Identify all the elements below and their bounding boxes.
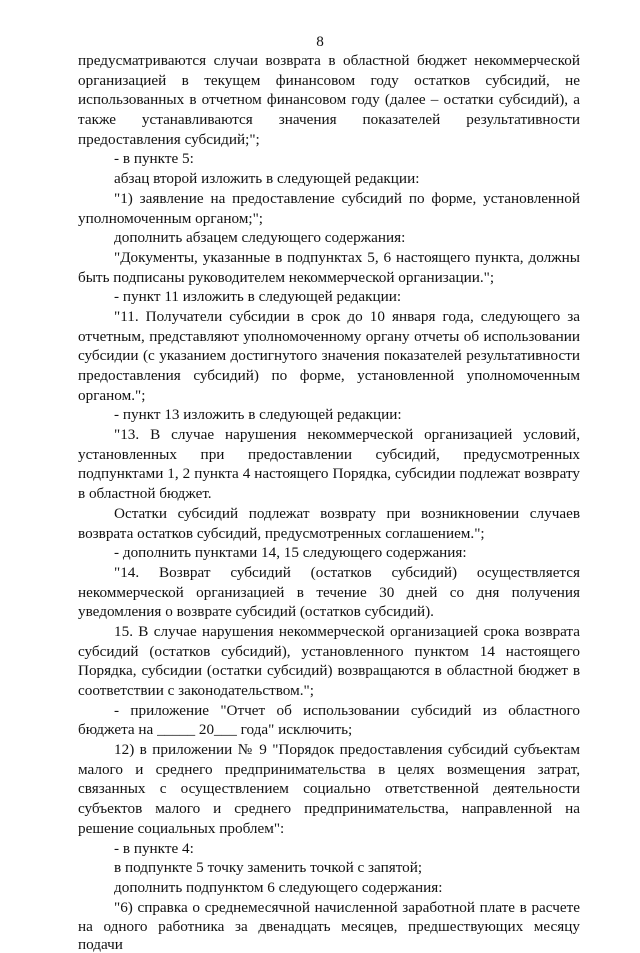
text-line: - дополнить пунктами 14, 15 следующего содержания:: [114, 544, 467, 562]
text-line: - в пункте 5:: [114, 150, 194, 168]
text-line: также устанавливаются значения показателей результативности: [78, 111, 580, 129]
text-line: Остатки субсидий подлежат возврату при возникновении случаев: [114, 504, 580, 522]
text-line: возврата остатков субсидий, предусмотренных соглашением.";: [78, 524, 485, 542]
text-line: дополнить абзацем следующего содержания:: [114, 229, 406, 247]
text-line: предоставления субсидий;";: [78, 130, 260, 148]
text-line: уведомления о возврате субсидий (остатков субсидий).: [78, 603, 434, 621]
text-line: 12) в приложении № 9 "Порядок предоставления субсидий субъектам: [114, 741, 580, 759]
text-line: некоммерческой организацией в течение 30 дней со дня получения: [78, 583, 580, 601]
text-line: 15. В случае нарушения некоммерческой организацией срока возврата: [114, 622, 580, 640]
text-line: субсидии (с указанием достигнутого значения показателей результативности: [78, 347, 580, 365]
text-line: дополнить подпунктом 6 следующего содержания:: [114, 878, 443, 896]
text-line: предусматриваются случаи возврата в областной бюджет некоммерческой: [78, 52, 580, 69]
text-line: Порядка, субсидии (остатки субсидий) возвращаются в областной бюджет в: [78, 662, 580, 680]
text-line: "1) заявление на предоставление субсидий по форме, установленной: [114, 189, 580, 207]
text-line: решение социальных проблем":: [78, 819, 285, 837]
text-line: - пункт 13 изложить в следующей редакции:: [114, 406, 402, 424]
text-line: в подпункте 5 точку заменить точкой с запятой;: [114, 859, 423, 877]
text-line: быть подписаны руководителем некоммерческой организации.";: [78, 268, 495, 286]
text-line: предоставления субсидий) по форме, установленной уполномоченным: [78, 367, 580, 384]
text-line: "Документы, указанные в подпунктах 5, 6 настоящего пункта, должны: [114, 248, 580, 266]
text-line: уполномоченным органом;";: [78, 209, 264, 227]
text-line: "6) справка о среднемесячной начисленной заработной плате в расчете: [114, 898, 580, 916]
document-body: [78, 52, 580, 953]
text-line: связанных с осуществлением социально ответственной деятельности: [78, 780, 580, 798]
text-line: подпунктами 1, 2 пункта 4 настоящего Порядка, субсидии подлежат возврату: [78, 465, 580, 483]
text-line: абзац второй изложить в следующей редакции:: [114, 170, 420, 188]
text-line: субсидий (остатков субсидий), установленного пунктом 14 настоящего: [78, 642, 580, 660]
text-line: органом.";: [78, 386, 146, 404]
page-number: 8: [316, 33, 324, 50]
text-line: отчетным, представляют уполномоченному органу отчеты об использовании: [78, 327, 580, 345]
text-line: в областной бюджет.: [78, 485, 212, 503]
text-line: - в пункте 4:: [114, 839, 194, 857]
text-line: - пункт 11 изложить в следующей редакции:: [114, 288, 402, 306]
text-line: субъектов малого и среднего предпринимательства, направленной на: [78, 800, 580, 818]
text-line: бюджета на _____ 20___ года" исключить;: [78, 721, 353, 739]
text-line: на одного работника за двенадцать месяцев, предшествующих месяцу подачи: [78, 918, 580, 953]
text-line: - приложение "Отчет об использовании субсидий из областного: [114, 701, 580, 719]
text-line: "14. Возврат субсидий (остатков субсидий) осуществляется: [114, 563, 580, 581]
text-line: "13. В случае нарушения некоммерческой организацией условий,: [114, 426, 580, 444]
text-line: организацией в текущем финансовом году остатков субсидий, не: [78, 71, 580, 89]
text-line: использованных в отчетном финансовом году (далее – остатки субсидий), а: [78, 91, 580, 109]
text-line: малого и среднего предпринимательства в целях возмещения затрат,: [78, 760, 580, 778]
text-line: установленных при предоставлении субсидий, предусмотренных: [78, 445, 580, 463]
text-line: соответствии с законодательством.";: [78, 682, 314, 699]
text-line: "11. Получатели субсидии в срок до 10 января года, следующего за: [114, 307, 580, 325]
